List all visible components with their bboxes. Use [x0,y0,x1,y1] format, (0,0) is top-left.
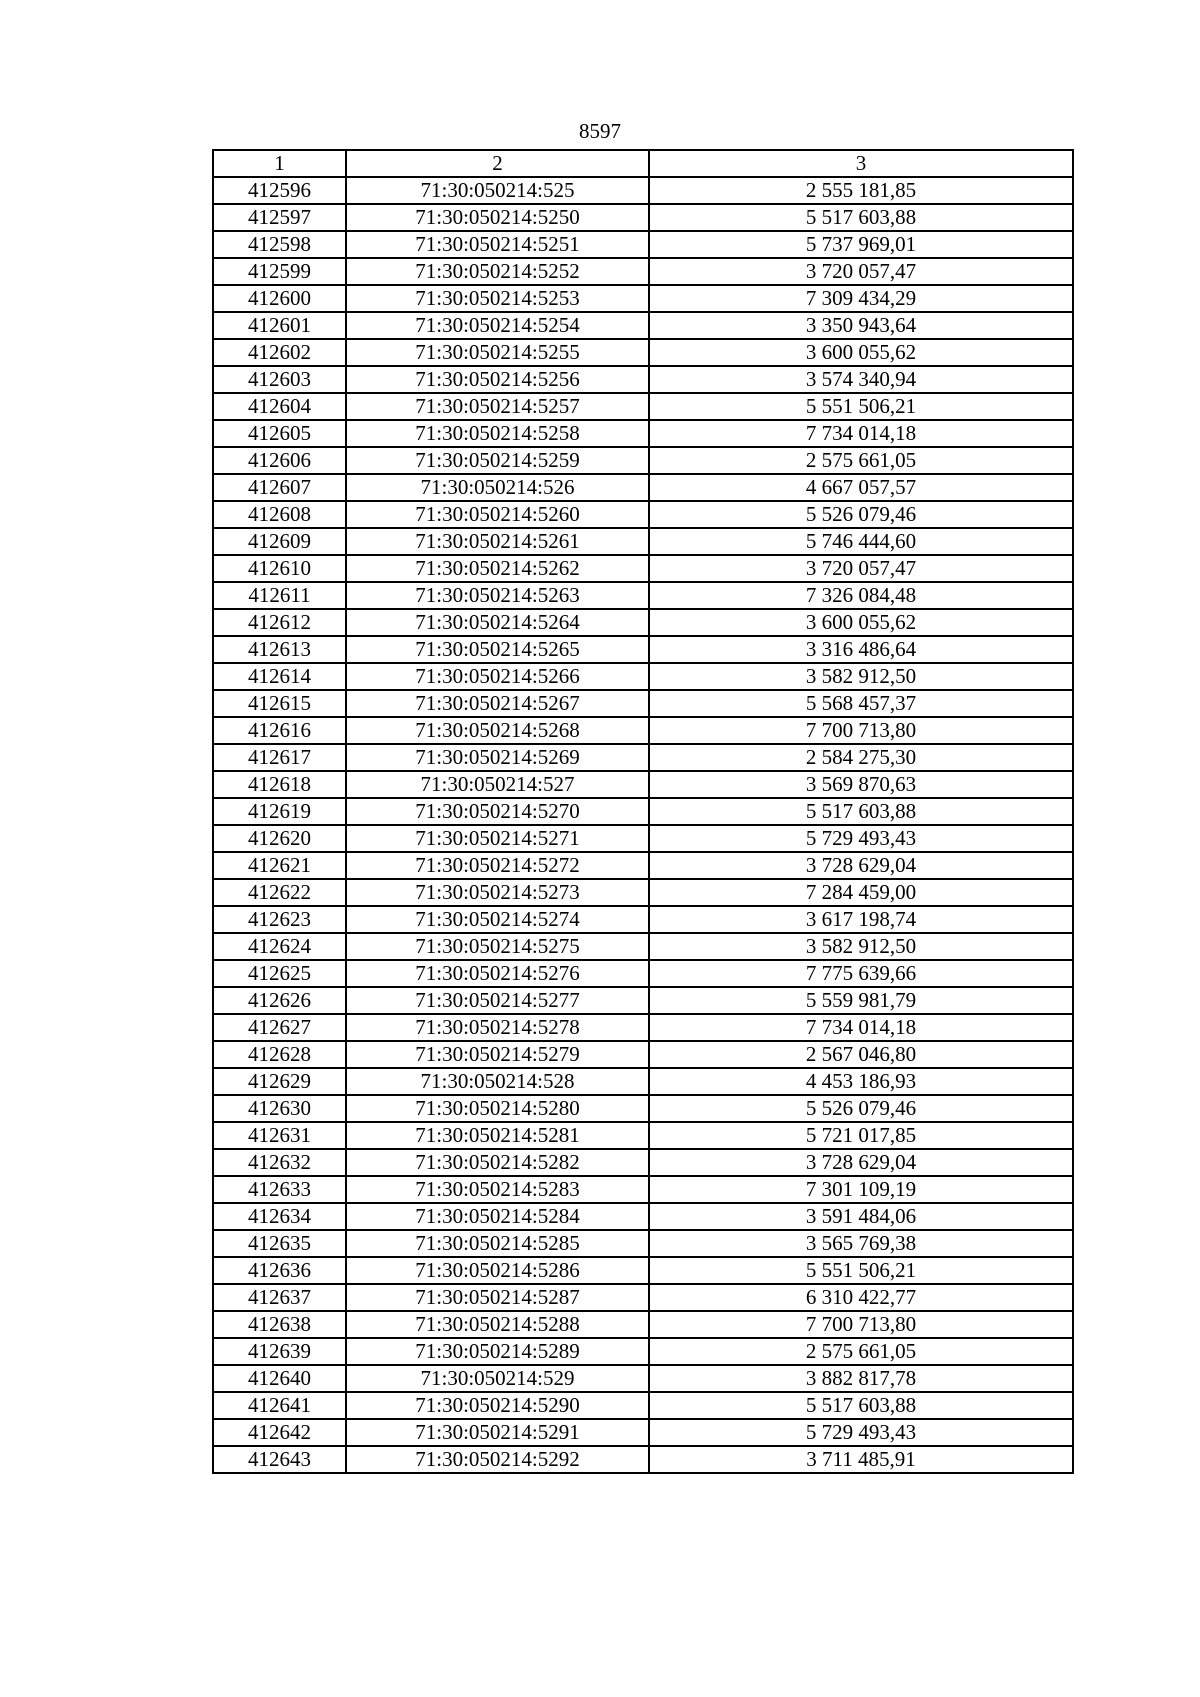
table-row [213,636,1073,663]
cadastral-number-cell: 71:30:050214:5278 [346,1014,649,1041]
row-number-cell: 412638 [213,1311,346,1338]
row-number-cell: 412608 [213,501,346,528]
header-row [213,150,1073,177]
column-header-1: 1 [213,150,346,177]
value-cell: 5 517 603,88 [649,204,1073,231]
row-number-cell: 412642 [213,1419,346,1446]
cadastral-number-cell: 71:30:050214:5290 [346,1392,649,1419]
value-cell: 2 555 181,85 [649,177,1073,204]
table-row [213,1230,1073,1257]
table-row [213,744,1073,771]
value-cell: 7 301 109,19 [649,1176,1073,1203]
row-number-cell: 412639 [213,1338,346,1365]
value-cell: 3 600 055,62 [649,609,1073,636]
cadastral-number-cell: 71:30:050214:527 [346,771,649,798]
table-row [213,258,1073,285]
cadastral-number-cell: 71:30:050214:5277 [346,987,649,1014]
table-row [213,1149,1073,1176]
cadastral-number-cell: 71:30:050214:5265 [346,636,649,663]
row-number-cell: 412600 [213,285,346,312]
row-number-cell: 412596 [213,177,346,204]
cadastral-number-cell: 71:30:050214:5256 [346,366,649,393]
table-row [213,690,1073,717]
table-row [213,1392,1073,1419]
table-row [213,933,1073,960]
cadastral-number-cell: 71:30:050214:5253 [346,285,649,312]
value-cell: 7 700 713,80 [649,1311,1073,1338]
row-number-cell: 412622 [213,879,346,906]
cadastral-number-cell: 71:30:050214:5286 [346,1257,649,1284]
value-cell: 4 667 057,57 [649,474,1073,501]
row-number-cell: 412620 [213,825,346,852]
row-number-cell: 412630 [213,1095,346,1122]
cadastral-number-cell: 71:30:050214:528 [346,1068,649,1095]
table-row [213,501,1073,528]
cadastral-number-cell: 71:30:050214:5250 [346,204,649,231]
row-number-cell: 412637 [213,1284,346,1311]
table-row [213,1203,1073,1230]
table-row [213,582,1073,609]
value-cell: 5 729 493,43 [649,825,1073,852]
value-cell: 3 720 057,47 [649,555,1073,582]
row-number-cell: 412598 [213,231,346,258]
table-row [213,1446,1073,1473]
row-number-cell: 412624 [213,933,346,960]
table-row [213,825,1073,852]
value-cell: 5 568 457,37 [649,690,1073,717]
cadastral-number-cell: 71:30:050214:5291 [346,1419,649,1446]
row-number-cell: 412601 [213,312,346,339]
row-number-cell: 412643 [213,1446,346,1473]
table-row [213,1419,1073,1446]
cadastral-number-cell: 71:30:050214:5262 [346,555,649,582]
cadastral-number-cell: 71:30:050214:5276 [346,960,649,987]
row-number-cell: 412610 [213,555,346,582]
value-cell: 3 728 629,04 [649,852,1073,879]
table-row [213,852,1073,879]
cadastral-number-cell: 71:30:050214:5270 [346,798,649,825]
table-header [213,150,1073,177]
table-body [213,177,1073,1473]
row-number-cell: 412629 [213,1068,346,1095]
value-cell: 3 591 484,06 [649,1203,1073,1230]
row-number-cell: 412605 [213,420,346,447]
table-row [213,231,1073,258]
table-row [213,771,1073,798]
row-number-cell: 412628 [213,1041,346,1068]
row-number-cell: 412616 [213,717,346,744]
row-number-cell: 412602 [213,339,346,366]
value-cell: 5 737 969,01 [649,231,1073,258]
table-row [213,366,1073,393]
cadastral-number-cell: 71:30:050214:5282 [346,1149,649,1176]
value-cell: 2 575 661,05 [649,447,1073,474]
value-cell: 3 728 629,04 [649,1149,1073,1176]
page-number: 8597 [579,119,621,143]
row-number-cell: 412627 [213,1014,346,1041]
cadastral-number-cell: 71:30:050214:5279 [346,1041,649,1068]
row-number-cell: 412619 [213,798,346,825]
row-number-cell: 412633 [213,1176,346,1203]
value-cell: 7 309 434,29 [649,285,1073,312]
table-row [213,339,1073,366]
row-number-cell: 412606 [213,447,346,474]
data-table [212,149,1074,1474]
table-row [213,798,1073,825]
value-cell: 7 734 014,18 [649,420,1073,447]
table-row [213,1122,1073,1149]
cadastral-number-cell: 71:30:050214:5264 [346,609,649,636]
cadastral-number-cell: 71:30:050214:5271 [346,825,649,852]
value-cell: 3 582 912,50 [649,663,1073,690]
value-cell: 5 559 981,79 [649,987,1073,1014]
row-number-cell: 412626 [213,987,346,1014]
cadastral-number-cell: 71:30:050214:5273 [346,879,649,906]
value-cell: 3 617 198,74 [649,906,1073,933]
table-row [213,1095,1073,1122]
cadastral-number-cell: 71:30:050214:5289 [346,1338,649,1365]
value-cell: 3 600 055,62 [649,339,1073,366]
row-number-cell: 412640 [213,1365,346,1392]
value-cell: 3 316 486,64 [649,636,1073,663]
cadastral-number-cell: 71:30:050214:5252 [346,258,649,285]
cadastral-number-cell: 71:30:050214:526 [346,474,649,501]
table-row [213,528,1073,555]
value-cell: 3 350 943,64 [649,312,1073,339]
cadastral-number-cell: 71:30:050214:5257 [346,393,649,420]
table-row [213,393,1073,420]
cadastral-number-cell: 71:30:050214:5269 [346,744,649,771]
cadastral-number-cell: 71:30:050214:5258 [346,420,649,447]
cadastral-number-cell: 71:30:050214:5255 [346,339,649,366]
table-row [213,1365,1073,1392]
table-row [213,1068,1073,1095]
value-cell: 4 453 186,93 [649,1068,1073,1095]
value-cell: 3 569 870,63 [649,771,1073,798]
cadastral-number-cell: 71:30:050214:5274 [346,906,649,933]
table-row [213,312,1073,339]
row-number-cell: 412609 [213,528,346,555]
cadastral-number-cell: 71:30:050214:5281 [346,1122,649,1149]
value-cell: 3 582 912,50 [649,933,1073,960]
table-row [213,879,1073,906]
value-cell: 7 700 713,80 [649,717,1073,744]
value-cell: 2 575 661,05 [649,1338,1073,1365]
table-row [213,474,1073,501]
value-cell: 6 310 422,77 [649,1284,1073,1311]
cadastral-number-cell: 71:30:050214:5283 [346,1176,649,1203]
cadastral-number-cell: 71:30:050214:5266 [346,663,649,690]
row-number-cell: 412635 [213,1230,346,1257]
table-row [213,663,1073,690]
row-number-cell: 412615 [213,690,346,717]
table-row [213,906,1073,933]
row-number-cell: 412614 [213,663,346,690]
table-row [213,1176,1073,1203]
value-cell: 5 517 603,88 [649,1392,1073,1419]
value-cell: 7 734 014,18 [649,1014,1073,1041]
table-row [213,717,1073,744]
cadastral-number-cell: 71:30:050214:5251 [346,231,649,258]
cadastral-number-cell: 71:30:050214:5275 [346,933,649,960]
cadastral-number-cell: 71:30:050214:5287 [346,1284,649,1311]
row-number-cell: 412631 [213,1122,346,1149]
value-cell: 7 775 639,66 [649,960,1073,987]
cadastral-number-cell: 71:30:050214:525 [346,177,649,204]
table-row [213,285,1073,312]
row-number-cell: 412641 [213,1392,346,1419]
row-number-cell: 412604 [213,393,346,420]
row-number-cell: 412607 [213,474,346,501]
cadastral-number-cell: 71:30:050214:5292 [346,1446,649,1473]
cadastral-number-cell: 71:30:050214:5284 [346,1203,649,1230]
table-row [213,420,1073,447]
row-number-cell: 412611 [213,582,346,609]
value-cell: 5 517 603,88 [649,798,1073,825]
value-cell: 3 574 340,94 [649,366,1073,393]
cadastral-number-cell: 71:30:050214:5261 [346,528,649,555]
value-cell: 3 565 769,38 [649,1230,1073,1257]
value-cell: 3 882 817,78 [649,1365,1073,1392]
row-number-cell: 412625 [213,960,346,987]
cadastral-number-cell: 71:30:050214:529 [346,1365,649,1392]
table-row [213,987,1073,1014]
value-cell: 2 567 046,80 [649,1041,1073,1068]
cadastral-number-cell: 71:30:050214:5254 [346,312,649,339]
table-row [213,960,1073,987]
table-row [213,1338,1073,1365]
row-number-cell: 412636 [213,1257,346,1284]
row-number-cell: 412617 [213,744,346,771]
row-number-cell: 412597 [213,204,346,231]
table-row [213,1014,1073,1041]
value-cell: 3 711 485,91 [649,1446,1073,1473]
cadastral-number-cell: 71:30:050214:5280 [346,1095,649,1122]
cadastral-number-cell: 71:30:050214:5267 [346,690,649,717]
table-row [213,204,1073,231]
value-cell: 5 746 444,60 [649,528,1073,555]
value-cell: 7 284 459,00 [649,879,1073,906]
value-cell: 5 729 493,43 [649,1419,1073,1446]
table-row [213,1041,1073,1068]
value-cell: 7 326 084,48 [649,582,1073,609]
value-cell: 5 526 079,46 [649,1095,1073,1122]
cadastral-number-cell: 71:30:050214:5263 [346,582,649,609]
table-row [213,1311,1073,1338]
value-cell: 5 551 506,21 [649,1257,1073,1284]
cadastral-number-cell: 71:30:050214:5268 [346,717,649,744]
row-number-cell: 412632 [213,1149,346,1176]
value-cell: 3 720 057,47 [649,258,1073,285]
table-row [213,447,1073,474]
row-number-cell: 412599 [213,258,346,285]
value-cell: 5 721 017,85 [649,1122,1073,1149]
row-number-cell: 412613 [213,636,346,663]
row-number-cell: 412603 [213,366,346,393]
table-row [213,1284,1073,1311]
value-cell: 2 584 275,30 [649,744,1073,771]
cadastral-number-cell: 71:30:050214:5288 [346,1311,649,1338]
value-cell: 5 526 079,46 [649,501,1073,528]
cadastral-number-cell: 71:30:050214:5260 [346,501,649,528]
table-row [213,555,1073,582]
row-number-cell: 412621 [213,852,346,879]
row-number-cell: 412612 [213,609,346,636]
value-cell: 5 551 506,21 [649,393,1073,420]
cadastral-number-cell: 71:30:050214:5272 [346,852,649,879]
row-number-cell: 412623 [213,906,346,933]
table-row [213,609,1073,636]
cadastral-number-cell: 71:30:050214:5285 [346,1230,649,1257]
table-row [213,1257,1073,1284]
row-number-cell: 412634 [213,1203,346,1230]
row-number-cell: 412618 [213,771,346,798]
column-header-3: 3 [649,150,1073,177]
table-row [213,177,1073,204]
cadastral-number-cell: 71:30:050214:5259 [346,447,649,474]
column-header-2: 2 [346,150,649,177]
